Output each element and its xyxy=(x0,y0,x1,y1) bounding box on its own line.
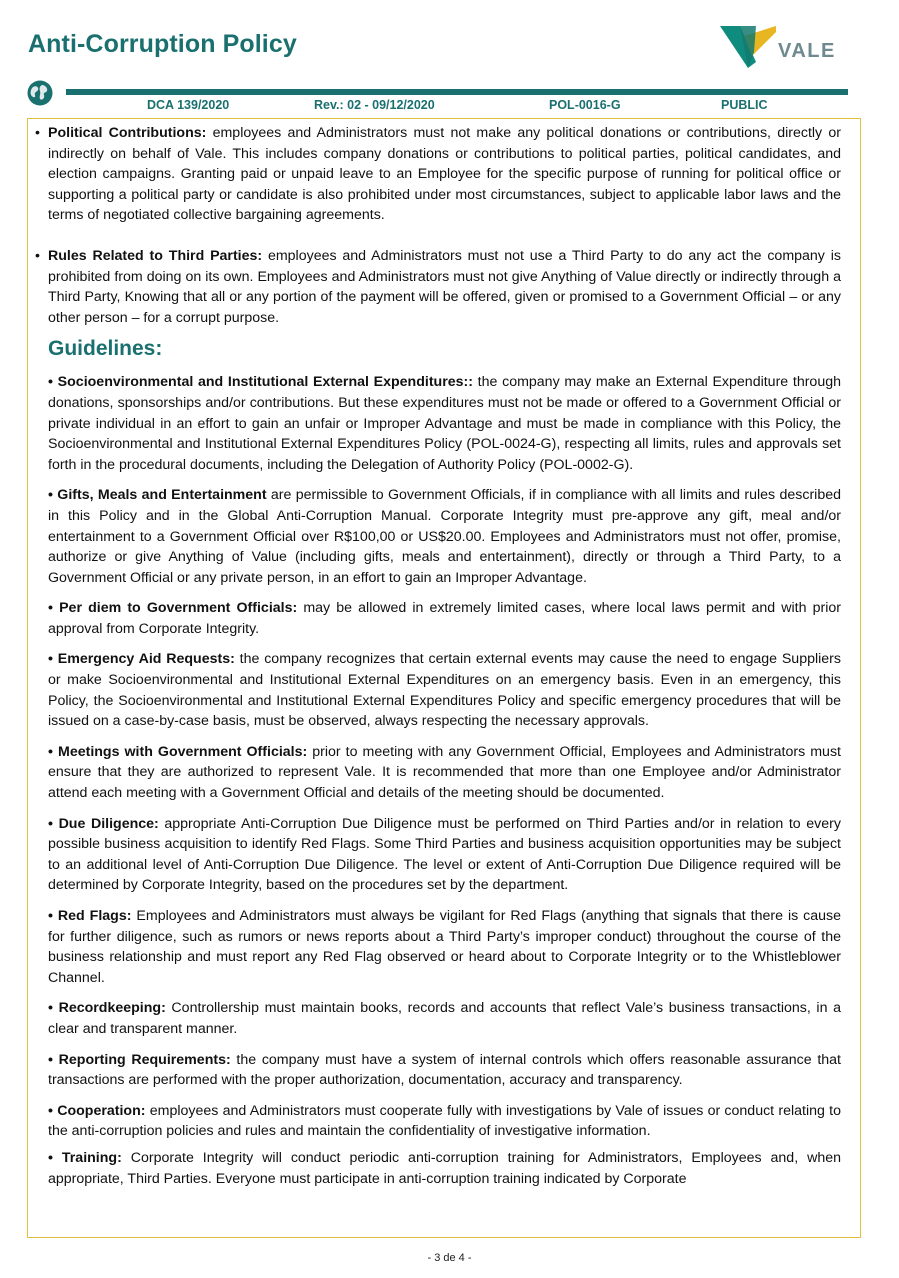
guideline-item: • Meetings with Government Officials: prior to meeting with any Government Official, Employees and Administrators must ensure that they are authorized to represent Vale. It is recommended that more than one Employee and/or Administrator attend each meeting with a Government Official and details of the meeting should be documented. xyxy=(48,743,841,802)
guideline-label: Red Flags: xyxy=(57,908,132,924)
guideline-text: the company recognizes that certain external events may cause the need to engage Suppliers or make Socioenvironmental and Institutional External Expenditures on an emergency basis. Even in an emergency, this Policy, the Socioenvironmental and Institutional External Expenditures Policy and specific emergency procedures that will be issued on a case-by-case basis, must be observed, always respecting the necessary approvals. xyxy=(48,651,841,730)
page-number: - 3 de 4 - xyxy=(427,1252,472,1264)
guideline-label: Emergency Aid Requests: xyxy=(57,651,235,668)
guideline-text: appropriate Anti-Corruption Due Diligence must be performed on Third Parties and/or in relation to every possible business acquisition to identify Red Flags. Some Third Parties and business acquisition opportunities may be subject to an additional level of Anti-Corruption Due Diligence. The level or extent of Anti-Corruption Due Diligence required will be determined by Corporate Integrity, based on the procedures set by the department. xyxy=(48,815,841,894)
guideline-label: Recordkeeping: xyxy=(58,1000,166,1017)
guideline-item: • Cooperation: employees and Administrators must cooperate fully with investigations by Vale of issues or conduct relating to the anti-corruption policies and rules and maintain the confidentiality of investigative information. xyxy=(48,1102,841,1140)
doc-number: DCA 139/2020 xyxy=(147,98,230,112)
guideline-text: Corporate Integrity will conduct periodic anti-corruption training for Administrators, Employees and, when appropriate, Third Parties. Everyone must participate in anti-corruption training indicated by Corporate xyxy=(48,1149,841,1187)
policy-code: POL-0016-G xyxy=(549,98,621,112)
guideline-text: Employees and Administrators must always be vigilant for Red Flags (anything that signals that there is cause for further diligence, such as rumors or news reports about a Third Party’s improper conduct) throughout the course of the business relationship and must report any Red Flag observed or heard about to Corporate Integrity or to the Whistleblower Channel. xyxy=(48,908,841,986)
guideline-text: the company must have a system of internal controls which offers reasonable assurance that transactions are performed with the proper authorization, documentation, accuracy and transparency. xyxy=(48,1051,841,1089)
rule-third-parties xyxy=(35,246,841,328)
guideline-item: • Socioenvironmental and Institutional External Expenditures:: the company may make an External Expenditure through donations, sponsorships and/or contributions. But these expenditures must not be made or offered to a Government Official or private individual in an effort to gain an unfair or Improper Advantage and must be made in compliance with this Policy, the Socioenvironmental and Institutional External Expenditures Policy (POL-0024-G), respecting all limits, rules and approvals set forth in the procedural documents, including the Delegation of Authority Policy (POL-0002-G). xyxy=(48,374,841,473)
bullet: • xyxy=(35,247,40,264)
header-rule xyxy=(66,89,848,95)
guideline-label: Per diem to Government Officials: xyxy=(59,600,298,617)
guideline-text: the company may make an External Expenditure through donations, sponsorships and/or contributions. But these expenditures must not be made or offered to a Government Official or private individual in an effort to gain an unfair or Improper Advantage and must be made in compliance with this Policy, the Socioenvironmental and Institutional External Expenditures Policy (POL-0024-G), respecting all limits, rules and approvals set forth in the procedural documents, including the Delegation of Authority Policy (POL-0002-G). xyxy=(48,374,841,473)
guideline-label: Reporting Requirements: xyxy=(58,1051,231,1068)
guideline-text: may be allowed in extremely limited cases, where local laws permit and with prior approval from Corporate Integrity. xyxy=(48,600,841,637)
guideline-label: Gifts, Meals and Entertainment xyxy=(57,487,267,504)
guideline-text: employees and Administrators must cooperate fully with investigations by Vale of issues or conduct relating to the anti-corruption policies and rules and maintain the confidentiality of investigative information. xyxy=(48,1102,841,1140)
guideline-text: prior to meeting with any Government Official, Employees and Administrators must ensure that they are authorized to represent Vale. It is recommended that more than one Employee and/or Administrator attend each meeting with a Government Official and details of the meeting should be documented. xyxy=(48,743,841,802)
guideline-item: • Recordkeeping: Controllership must maintain books, records and accounts that reflect Vale’s business transactions, in a clear and transparent manner. xyxy=(48,1000,841,1037)
content-box xyxy=(27,118,861,1238)
bullet: • xyxy=(35,125,40,141)
rule-text: employees and Administrators must not make any political donations or contributions, directly or indirectly on behalf of Vale. This includes company donations or contributions to political parties, political candidates, and election campaigns. Granting paid or unpaid leave to an Employee for the specific purpose of running for political office or supporting a political party or candidate is also prohibited under most circumstances, subject to applicable labor laws and the terms of negotiated collective bargaining agreements. xyxy=(48,125,841,224)
guideline-item: • Due Diligence: appropriate Anti-Corruption Due Diligence must be performed on Third Parties and/or in relation to every possible business acquisition to identify Red Flags. Some Third Parties and business acquisition opportunities may be subject to an additional level of Anti-Corruption Due Diligence. The level or extent of Anti-Corruption Due Diligence required will be determined by Corporate Integrity, based on the procedures set by the department. xyxy=(48,815,841,894)
globe-icon xyxy=(27,80,53,106)
guideline-item: • Reporting Requirements: the company must have a system of internal controls which offers reasonable assurance that transactions are performed with the proper authorization, documentation, accuracy and transparency. xyxy=(48,1051,841,1089)
logo-text: VALE xyxy=(778,40,836,62)
rule-political-contributions xyxy=(35,123,841,226)
content-body xyxy=(35,123,841,1189)
document-title: Anti-Corruption Policy xyxy=(28,30,297,58)
guideline-item: • Red Flags: Employees and Administrators must always be vigilant for Red Flags (anything that signals that there is cause for further diligence, such as rumors or news reports about a Third Party’s improper conduct) throughout the course of the business relationship and must report any Red Flag observed or heard about to Corporate Integrity or to the Whistleblower Channel. xyxy=(48,908,841,986)
guideline-label: Meetings with Government Officials: xyxy=(58,743,308,760)
guideline-label: Training: xyxy=(61,1149,122,1166)
classification: PUBLIC xyxy=(721,98,768,112)
guideline-item: • Per diem to Government Officials: may be allowed in extremely limited cases, where local laws permit and with prior approval from Corporate Integrity. xyxy=(48,600,841,637)
rule-label: Rules Related to Third Parties: xyxy=(48,247,263,264)
guideline-text: Controllership must maintain books, records and accounts that reflect Vale’s business transactions, in a clear and transparent manner. xyxy=(48,1000,841,1037)
guideline-label: Socioenvironmental and Institutional External Expenditures:: xyxy=(57,374,473,391)
rule-text: employees and Administrators must not use a Third Party to do any act the company is prohibited from doing on its own. Employees and Administrators must not give Anything of Value directly or indirectly through a Third Party, Knowing that all or any portion of the payment will be offered, given or promised to a Government Official – or any other person – for a corrupt purpose. xyxy=(48,247,841,326)
rule-label: Political Contributions: xyxy=(48,125,207,141)
guideline-label: Due Diligence: xyxy=(58,815,159,832)
guideline-item: • Emergency Aid Requests: the company recognizes that certain external events may cause the need to engage Suppliers or make Socioenvironmental and Institutional External Expenditures on an emergency basis. Even in an emergency, this Policy, the Socioenvironmental and Institutional External Expenditures Policy and specific emergency procedures that will be issued on a case-by-case basis, must be observed, always respecting the necessary approvals. xyxy=(48,651,841,730)
guideline-label: Cooperation: xyxy=(57,1102,146,1119)
guideline-text: are permissible to Government Officials, if in compliance with all limits and rules described in this Policy and in the Global Anti-Corruption Manual. Corporate Integrity must pre-approve any gift, meal and/or entertainment to a Government Official over R$100,00 or US$20.00. Employees and Administrators must not offer, promise, authorize or give Anything of Value (including gifts, meals and entertainment), directly or through a Third Party, to a Government Official or any private person, in an effort to gain an Improper Advantage. xyxy=(48,487,841,586)
guideline-item: • Training: Corporate Integrity will conduct periodic anti-corruption training for Administrators, Employees and, when appropriate, Third Parties. Everyone must participate in anti-corruption training indicated by Corporate xyxy=(48,1149,841,1187)
guidelines-heading: Guidelines: xyxy=(48,337,163,361)
revision: Rev.: 02 - 09/12/2020 xyxy=(314,98,435,112)
guideline-item: • Gifts, Meals and Entertainment are permissible to Government Officials, if in compliance with all limits and rules described in this Policy and in the Global Anti-Corruption Manual. Corporate Integrity must pre-approve any gift, meal and/or entertainment to a Government Official over R$100,00 or US$20.00. Employees and Administrators must not offer, promise, authorize or give Anything of Value (including gifts, meals and entertainment), directly or through a Third Party, to a Government Official or any private person, in an effort to gain an Improper Advantage. xyxy=(48,487,841,586)
